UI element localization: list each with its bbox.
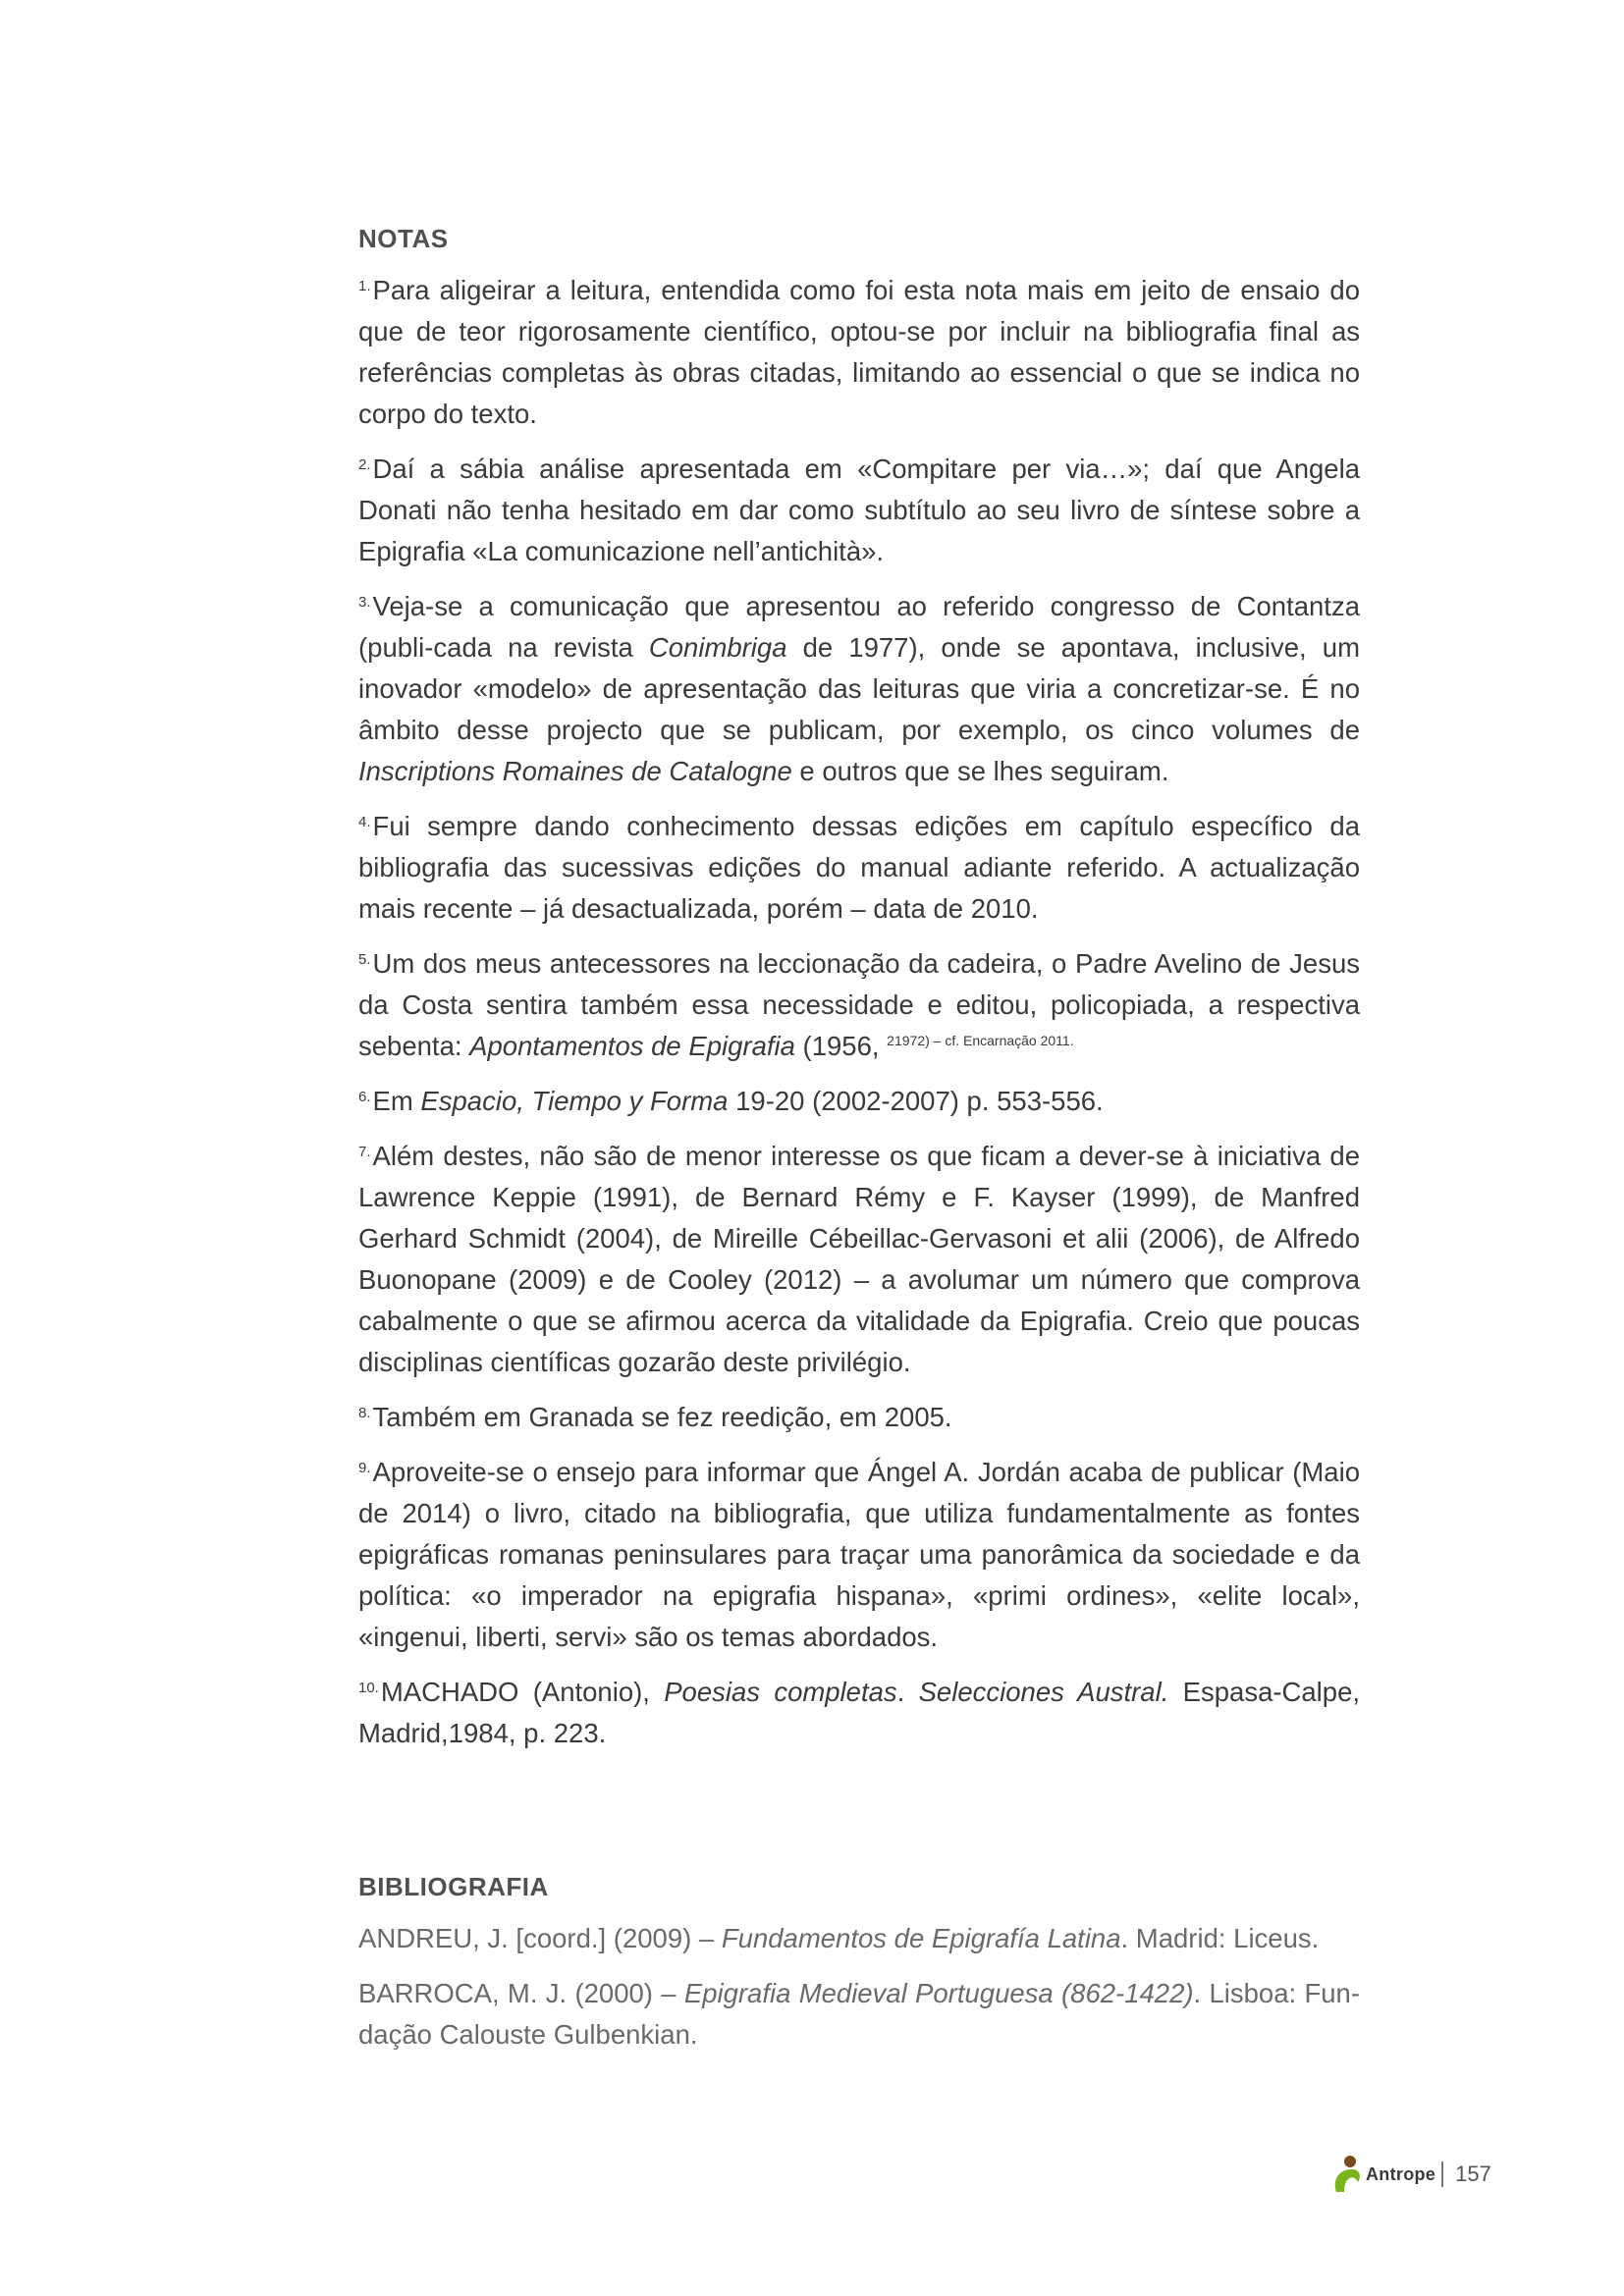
note-number: 3. xyxy=(358,594,371,611)
page-number: 157 xyxy=(1455,2162,1491,2186)
text-run: . Madrid: Liceus. xyxy=(1120,1923,1320,1953)
text-run: BARROCA, M. J. (2000) – xyxy=(358,1978,684,2008)
note-number: 8. xyxy=(358,1405,371,1421)
text-run: Em xyxy=(372,1086,421,1116)
note-item xyxy=(358,1672,1360,1754)
page-footer xyxy=(1330,2150,1491,2199)
text-run: MACHADO (Antonio), xyxy=(380,1677,665,1707)
text-run: Daí a sábia análise apresentada em «Compitare per via…»; daí que Angela Donati não tenha hesitado em dar como subtítulo ao seu livro de síntese sobre a Epigrafia «La comunicazione nell’antichità». xyxy=(358,454,1360,566)
bibliography-list xyxy=(358,1918,1360,2056)
text-run: de 1977), onde se apontava, inclusive, um inovador «modelo» de apresentação das leituras que viria a concretizar-se. É no âmbito desse projecto que se publicam, por exemplo, os cinco volumes de xyxy=(358,632,1360,745)
logo-text: Antrope xyxy=(1366,2163,1436,2184)
italic-text: Epigrafia Medieval Portuguesa (862-1422) xyxy=(683,1978,1194,2008)
text-run: Também em Granada se fez reedição, em 2005. xyxy=(372,1402,952,1432)
page-content xyxy=(358,224,1360,2069)
text-run: Veja-se a comunicação que apresentou ao referido congresso de Contantza (publi-cada na revista xyxy=(358,591,1360,663)
text-run: Um dos meus antecessores na leccionação da cadeira, o Padre Avelino de Jesus da Costa sentira também essa necessidade e editou, policopiada, a respectiva sebenta: xyxy=(358,948,1360,1061)
text-run: 19-20 (2002-2007) p. 553-556. xyxy=(728,1086,1104,1116)
note-item xyxy=(358,449,1360,572)
note-item xyxy=(358,1136,1360,1383)
bibliography-entry xyxy=(358,1918,1360,1959)
notes-heading: NOTAS xyxy=(358,224,449,253)
italic-text: Espacio, Tiempo y Forma xyxy=(420,1086,729,1116)
note-number: 10. xyxy=(358,1680,379,1696)
note-number: 6. xyxy=(358,1089,371,1105)
note-number: 4. xyxy=(358,814,371,830)
text-run: Para aligeirar a leitura, entendida como foi esta nota mais em jeito de ensaio do que de teor rigorosamente científico, optou-se por incluir na bibliografia final as referências completas às obras citadas, limitando ao essencial o que se indica no corpo do texto. xyxy=(358,275,1360,429)
text-run: ANDREU, J. [coord.] (2009) – xyxy=(358,1923,722,1953)
notes-list xyxy=(358,270,1360,1754)
bibliography-entry xyxy=(358,1973,1360,2056)
note-item xyxy=(358,270,1360,435)
antrope-figure-icon xyxy=(1330,2155,1364,2194)
italic-text: Conimbriga xyxy=(648,632,787,663)
note-number: 1. xyxy=(358,278,371,294)
note-item xyxy=(358,1397,1360,1438)
text-run: e outros que se lhes seguiram. xyxy=(791,756,1169,786)
text-run: Aproveite-se o ensejo para informar que Ángel A. Jordán acaba de publicar (Maio de 2014) o livro, citado na bibliografia, que utiliza fundamentalmente as fontes epigráficas romanas peninsulares para traçar uma panorâmica da sociedade e da política: «o imperador na epigrafia hispana», «primi ordines», «elite local», «ingenui, liberti, servi» são os temas abordados. xyxy=(358,1457,1360,1652)
note-item xyxy=(358,1452,1360,1658)
italic-text: Poesias completas xyxy=(664,1677,897,1707)
text-run: (1956, xyxy=(794,1031,888,1061)
italic-text: Inscriptions Romaines de Catalogne xyxy=(358,756,792,786)
note-item xyxy=(358,1081,1360,1122)
note-number: 7. xyxy=(358,1144,371,1160)
text-run: Espasa-Calpe, Madrid,1984, p. 223. xyxy=(358,1677,1361,1748)
note-number: 2. xyxy=(358,456,371,473)
note-item xyxy=(358,806,1360,930)
note-number: 5. xyxy=(358,951,371,968)
text-run: 21972) – cf. Encarnação 2011. xyxy=(887,1033,1074,1048)
text-run: . xyxy=(896,1677,919,1707)
bibliography-heading: BIBLIOGRAFIA xyxy=(358,1872,549,1901)
footer-divider xyxy=(1441,2162,1443,2187)
text-run: . Lisboa: Fun-dação Calouste Gulbenkian. xyxy=(358,1978,1360,2050)
note-item xyxy=(358,586,1360,792)
italic-text: Apontamentos de Epigrafia xyxy=(469,1031,795,1061)
note-item xyxy=(358,943,1360,1067)
text-run: Fui sempre dando conhecimento dessas edições em capítulo específico da bibliografia das sucessivas edições do manual adiante referido. A actualização mais recente – já desactualizada, porém – data de 2010. xyxy=(358,811,1360,924)
text-run: Além destes, não são de menor interesse os que ficam a dever-se à iniciativa de Lawrence Keppie (1991), de Bernard Rémy e F. Kayser (1999), de Manfred Gerhard Schmidt (2004), de Mireille Cébeillac-Gervasoni et alii (2006), de Alfredo Buonopane (2009) e de Cooley (2012) – a avolumar um número que comprova cabalmente o que se afirmou acerca da vitalidade da Epigrafia. Creio que poucas disciplinas científicas gozarão deste privilégio. xyxy=(358,1141,1360,1377)
note-number: 9. xyxy=(358,1460,371,1476)
antrope-logo xyxy=(1330,2155,1435,2194)
italic-text: Selecciones Austral. xyxy=(918,1677,1169,1707)
italic-text: Fundamentos de Epigrafía Latina xyxy=(721,1923,1121,1953)
